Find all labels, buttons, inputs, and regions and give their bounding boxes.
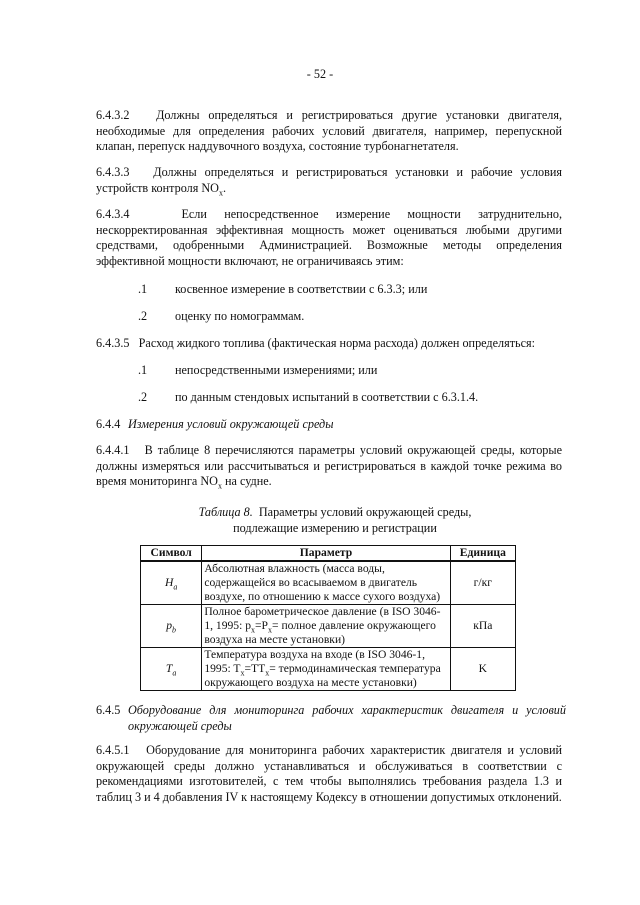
parameter-cell [202, 648, 450, 691]
paragraph-6-4-5-1 [96, 743, 562, 805]
paragraph-text: В таблице 8 перечисляются параметры условий окружающей среды, которые должны измеряться или рассчитываться и регистрироваться в каждой точке режима во время мониторинга NO [96, 443, 562, 488]
paragraph-text: Расход жидкого топлива (фактическая норма расхода) должен определяться: [138, 336, 535, 350]
paragraph-number: 6.4.3.3 [96, 165, 130, 179]
section-heading-6-4-4 [96, 417, 566, 433]
caption-line-2: подлежащие измерению и регистрации [233, 520, 437, 535]
symbol-subscript: a [172, 668, 177, 678]
unit-cell: кПа [450, 605, 515, 648]
list-item-text: оценку по номограммам. [175, 309, 305, 323]
symbol: H [164, 576, 174, 589]
parameter-text: = полное давление окружающего воздуха на месте установки) [204, 619, 436, 646]
symbol-subscript: b [172, 625, 177, 635]
paragraph-6-4-4-1 [96, 443, 562, 490]
paragraph-text-end: . [222, 180, 227, 195]
list-item-text: непосредственными измерениями; или [175, 363, 378, 377]
table-row [141, 605, 516, 648]
heading-title: Оборудование для мониторинга рабочих характеристик двигателя и условий окружающей среды [128, 703, 566, 733]
subscript: x [268, 625, 273, 635]
table-caption [150, 505, 520, 536]
header-unit: Единица [450, 546, 515, 562]
subscript: x [265, 668, 270, 678]
paragraph-number: 6.4.3.4 [96, 207, 130, 221]
list-item-number: .1 [138, 282, 148, 296]
header-parameter: Параметр [202, 546, 450, 562]
parameter-cell: Абсолютная влажность (масса воды, содержащейся во всасываемом в двигатель воздухе, по отношению к массе сухого воздуха) [202, 561, 450, 605]
symbol-cell [141, 648, 202, 691]
parameters-table [140, 545, 516, 691]
page-number: - 52 - [306, 67, 334, 81]
parameter-text: Полное барометрическое давление (в ISO 3046-1, 1995: p [204, 605, 441, 632]
paragraph-6-4-3-5 [96, 336, 562, 352]
paragraph-number: 6.4.3.5 [96, 336, 130, 350]
list-item-number: .2 [138, 309, 148, 323]
symbol-cell [141, 605, 202, 648]
list-item-text: косвенное измерение в соответствии с 6.3.3; или [175, 282, 428, 296]
parameter-text: =TT [244, 662, 266, 675]
header-symbol: Символ [141, 546, 202, 562]
paragraph-text: Если непосредственное измерение мощности затруднительно, нескорректированная эффективная мощность может оцениваться любыми другими средствами, одобренными Администрацией. Возможные методы определения эффективной мощности включают, не ограничиваясь этим: [96, 207, 563, 268]
paragraph-text: Оборудование для мониторинга рабочих характеристик двигателя и условий окружающей среды должно устанавливаться и обслуживаться в соответствии с рекомендациями изготовителей, с тем чтобы выполнялись требования раздела 1.3 и таблиц 3 и 4 добавления IV к настоящему Кодексу в отношении допустимых отклонений. [96, 743, 562, 804]
heading-number: 6.4.5 [96, 703, 121, 717]
paragraph-text-end: на судне. [221, 474, 272, 488]
subscript: x [218, 187, 223, 197]
caption-label: Таблица 8. [198, 505, 253, 519]
parameter-cell [202, 605, 450, 648]
symbol: T [165, 662, 173, 675]
list-item-number: .2 [138, 390, 148, 404]
table-row [141, 648, 516, 691]
parameter-text: = термодинамическая температура окружающего воздуха на месте установки) [204, 662, 441, 689]
heading-title: Измерения условий окружающей среды [128, 417, 334, 431]
paragraph-6-4-3-4 [96, 207, 562, 269]
table-row [141, 561, 516, 605]
list-item-number: .1 [138, 363, 148, 377]
paragraph-number: 6.4.3.2 [96, 108, 130, 122]
paragraph-text: Должны определяться и регистрироваться установки и рабочие условия устройств контроля NO [96, 165, 562, 195]
paragraph-number: 6.4.4.1 [96, 443, 130, 457]
paragraph-6-4-3-3 [96, 165, 562, 196]
caption-line-1: Параметры условий окружающей среды, [258, 505, 472, 519]
heading-number: 6.4.4 [96, 417, 121, 431]
symbol-cell [141, 561, 202, 605]
unit-cell: г/кг [450, 561, 515, 605]
unit-cell: K [450, 648, 515, 691]
subscript: x [240, 668, 245, 678]
symbol: p [166, 619, 173, 632]
parameter-text: Температура воздуха на входе (в ISO 3046-1, 1995: T [204, 648, 425, 675]
section-heading-6-4-5 [96, 703, 566, 734]
paragraph-number: 6.4.5.1 [96, 743, 130, 757]
paragraph-6-4-3-2 [96, 108, 562, 155]
subscript: x [217, 481, 222, 491]
paragraph-text: Должны определяться и регистрироваться другие установки двигателя, необходимые для определения рабочих условий двигателя, например, перепускной клапан, перепуск наддувочного воздуха, состояние турбонагнетателя. [96, 108, 562, 153]
table-header-row [141, 546, 516, 562]
list-item-text: по данным стендовых испытаний в соответствии с 6.3.1.4. [175, 390, 479, 404]
subscript: x [251, 625, 256, 635]
parameter-text: =P [255, 619, 269, 632]
symbol-subscript: a [173, 582, 178, 592]
